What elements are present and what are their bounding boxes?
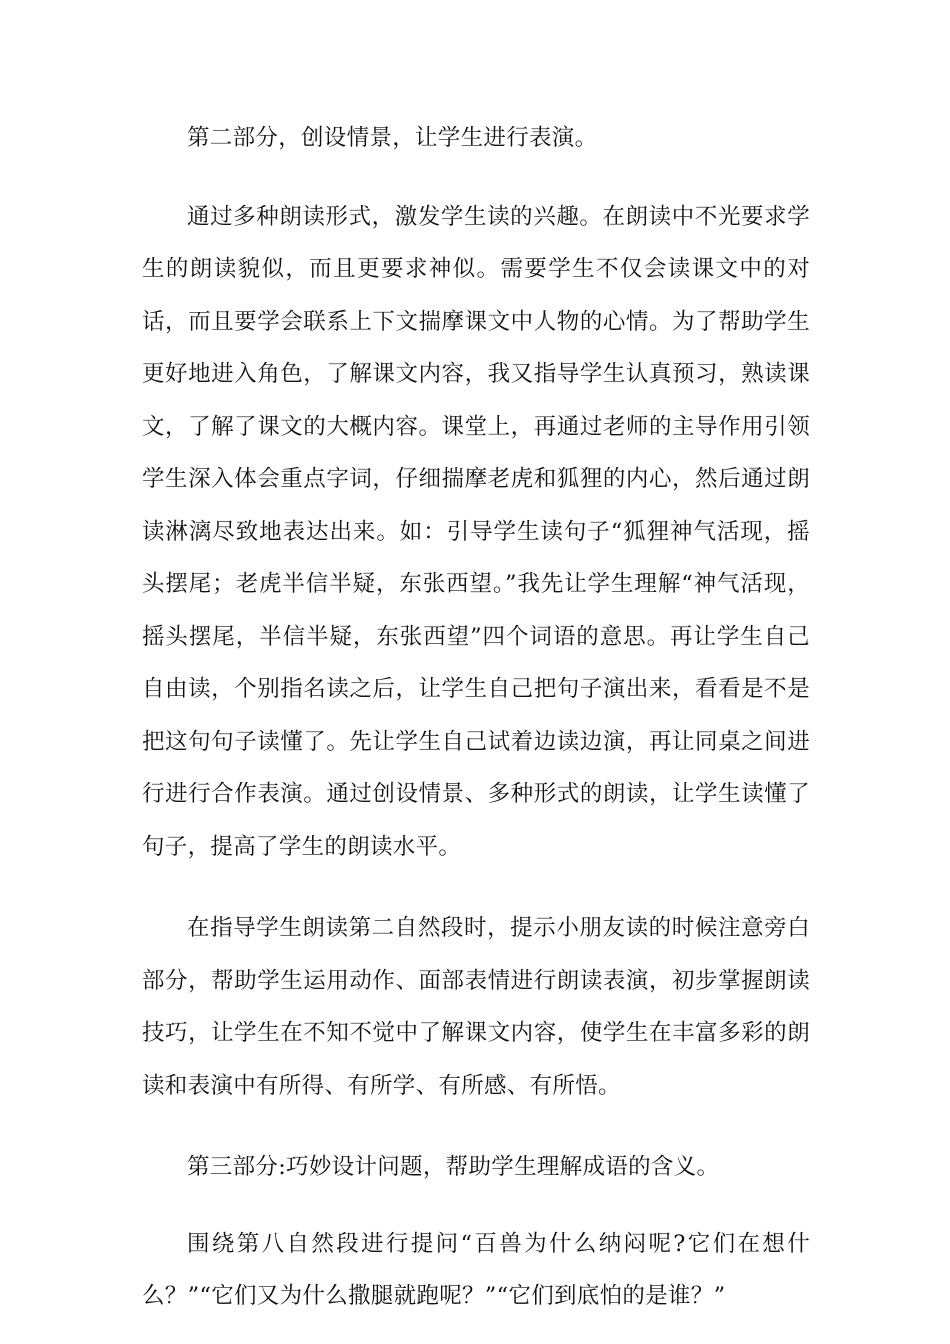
paragraph-reading-forms: 通过多种朗读形式，激发学生读的兴趣。在朗读中不光要求学生的朗读貌似，而且更要求神似。需要学生不仅会读课文中的对话，而且要学会联系上下文揣摩课文中人物的心情。为了帮助学生更好地进入角色，了解课文内容，我又指导学生认真预习，熟读课文，了解了课文的大概内容。课堂上，再通过老师的主导作用引领学生深入体会重点字词，仔细揣摩老虎和狐狸的内心，然后通过朗读淋漓尽致地表达出来。如：引导学生读句子“狐狸神气活现，摇头摆尾；老虎半信半疑，东张西望。”我先让学生理解“神气活现，摇头摆尾，半信半疑，东张西望”四个词语的意思。再让学生自己自由读，个别指名读之后，让学生自己把句子演出来，看看是不是把这句句子读懂了。先让学生自己试着边读边演，再让同桌之间进行进行合作表演。通过创设情景、多种形式的朗读，让学生读懂了句子，提高了学生的朗读水平。 xyxy=(142,203,810,860)
paragraph-second-natural-section: 在指导学生朗读第二自然段时，提示小朋友读的时候注意旁白部分，帮助学生运用动作、面部表情进行朗读表演，初步掌握朗读技巧，让学生在不知不觉中了解课文内容，使学生在丰富多彩的朗读和表演中有所得、有所学、有所感、有所悟。 xyxy=(142,915,810,1099)
section-heading-part-three: 第三部分:巧妙设计问题，帮助学生理解成语的含义。 xyxy=(187,1154,720,1180)
paragraph-eighth-natural-section: 围绕第八自然段进行提问“百兽为什么纳闷呢?它们在想什么？”“它们又为什么撒腿就跑呢？”“它们到底怕的是谁？” xyxy=(142,1230,810,1309)
document-body xyxy=(142,112,810,1323)
section-heading-part-two: 第二部分，创设情景，让学生进行表演。 xyxy=(187,125,598,151)
